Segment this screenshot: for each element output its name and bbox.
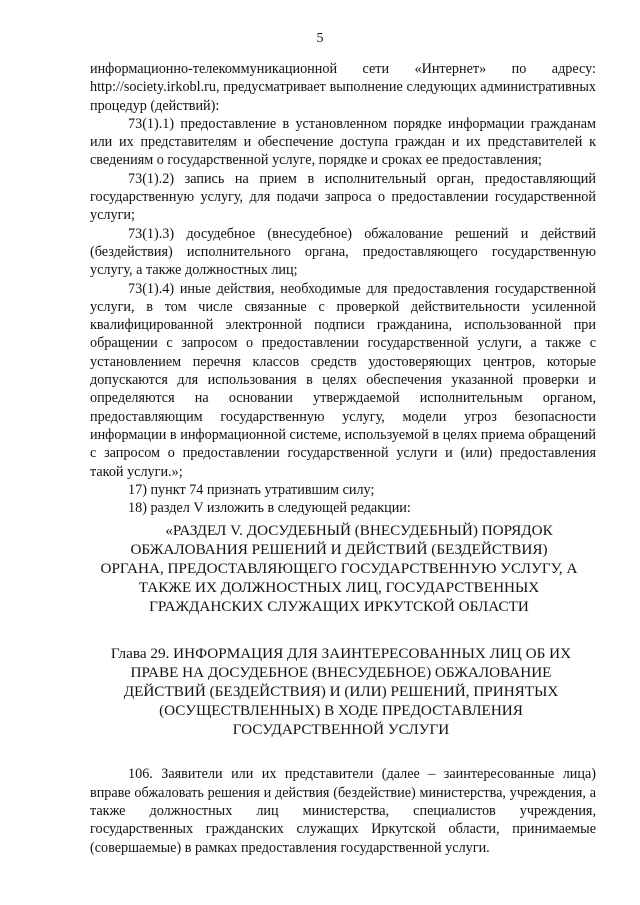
section-heading-line: ГРАЖДАНСКИХ СЛУЖАЩИХ ИРКУТСКОЙ ОБЛАСТИ: [149, 598, 529, 616]
section-heading-line: ОРГАНА, ПРЕДОСТАВЛЯЮЩЕГО ГОСУДАРСТВЕННУЮ УСЛУГУ, А: [100, 560, 578, 578]
paragraph-item-18: 18) раздел V изложить в следующей редакции:: [128, 500, 411, 517]
section-heading-line: «РАЗДЕЛ V. ДОСУДЕБНЫЙ (ВНЕСУДЕБНЫЙ) ПОРЯДОК: [165, 522, 553, 540]
paragraph-73-1-1: 73(1).1) предоставление в установленном порядке информации гражданам или их представителям и обеспечение доступа граждан и их представителей к сведениям о государственной услуге, порядке и сроках ее предоставления;: [90, 115, 596, 169]
section-v-heading: [62, 521, 616, 616]
chapter-heading-line: ПРАВЕ НА ДОСУДЕБНОЕ (ВНЕСУДЕБНОЕ) ОБЖАЛОВАНИЕ: [130, 664, 552, 682]
chapter-heading-line: ГОСУДАРСТВЕННОЙ УСЛУГИ: [232, 721, 450, 739]
chapter-heading-line: Глава 29. ИНФОРМАЦИЯ ДЛЯ ЗАИНТЕРЕСОВАННЫХ ЛИЦ ОБ ИХ: [110, 645, 572, 663]
paragraph-73-1-2: 73(1).2) запись на прием в исполнительный орган, предоставляющий государственную услугу, для подачи запроса о предоставлении государственной услуги;: [90, 170, 596, 224]
paragraph-73-1-4: 73(1).4) иные действия, необходимые для предоставления государственной услуги, в том числе связанные с проверкой действительности усиленной квалифицированной электронной подписи гражданина, использованной при обращении с запросом о предоставлении государственной услуги, а также с установлением перечня классов средств удостоверяющих центров, которые допускаются для использования в целях обеспечения указанной проверки и определяются на основании утверждаемой исполнительным органом, предоставляющим государственную услугу, модели угроз безопасности информации в информационной системе, используемой в целях приема обращений с запросом о предоставлении государственной услуги и (или) предоставления такой услуги.»;: [90, 280, 596, 480]
paragraph-item-17: 17) пункт 74 признать утратившим силу;: [128, 481, 375, 498]
section-heading-line: ОБЖАЛОВАНИЯ РЕШЕНИЙ И ДЕЙСТВИЙ (БЕЗДЕЙСТВИЯ): [130, 541, 548, 559]
paragraph-73-1-3: 73(1).3) досудебное (внесудебное) обжалование решений и действий (бездействия) исполнительного органа, предоставляющего государственную услугу, а также должностных лиц;: [90, 225, 596, 279]
chapter-heading-line: ДЕЙСТВИЙ (БЕЗДЕЙСТВИЯ) И (ИЛИ) РЕШЕНИЙ, ПРИНЯТЫХ: [123, 683, 559, 701]
paragraph-106: 106. Заявители или их представители (далее – заинтересованные лица) вправе обжаловать решения и действия (бездействие) министерства, учреждения, а также должностных лиц министерства, специалистов учреждения, государственных гражданских служащих Иркутской области, принимаемые (совершаемые) в рамках предоставления государственной услуги.: [90, 766, 596, 856]
chapter-29-heading: [80, 644, 602, 739]
chapter-heading-line: (ОСУЩЕСТВЛЕННЫХ) В ХОДЕ ПРЕДОСТАВЛЕНИЯ: [159, 702, 523, 720]
page-number: 5: [316, 31, 324, 46]
paragraph-internet-address: информационно-телекоммуникационной сети «Интернет» по адресу: http://society.irkobl.ru, предусматривает выполнение следующих административных процедур (действий):: [90, 61, 596, 114]
section-heading-line: ТАКЖЕ ИХ ДОЛЖНОСТНЫХ ЛИЦ, ГОСУДАРСТВЕННЫХ: [138, 579, 540, 597]
document-body: [90, 60, 596, 857]
